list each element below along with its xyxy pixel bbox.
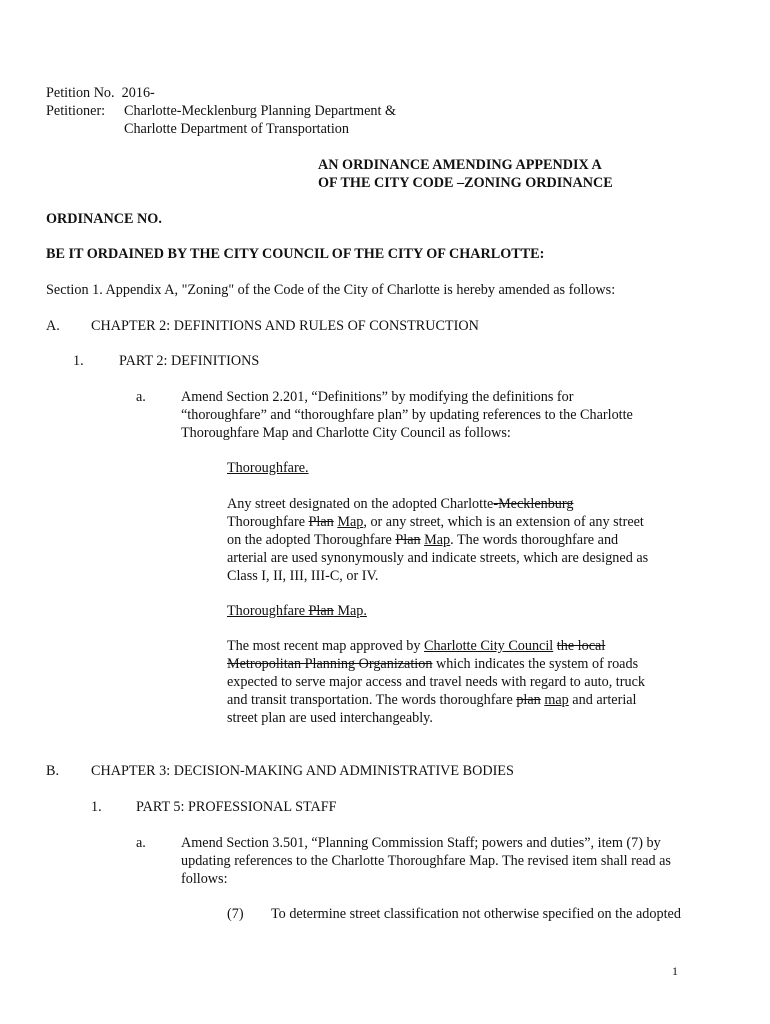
definition-map-text: The most recent map approved by Charlotte City Council the local Metropolitan Planning Organization which indicates the system of roads expected to serve major access and travel needs with regard to auto, truck and transit transportation. The words thoroughfare plan map and arterial street plan are used interchangeably. (227, 638, 645, 726)
petitioner-line2: Charlotte Department of Transportation (124, 121, 349, 137)
struck-text: plan (516, 692, 541, 708)
struck-text: Plan (395, 532, 421, 548)
ordained-clause: BE IT ORDAINED BY THE CITY COUNCIL OF THE CITY OF CHARLOTTE: (46, 246, 545, 262)
item-7-text: To determine street classification not otherwise specified on the adopted (271, 906, 681, 922)
part-a1-title: PART 2: DEFINITIONS (119, 353, 260, 369)
chapter-a-title: CHAPTER 2: DEFINITIONS AND RULES OF CONSTRUCTION (91, 318, 479, 334)
chapter-b-marker: B. (46, 763, 60, 779)
definition-map-heading: Thoroughfare Plan Map. (227, 603, 367, 619)
part-b1-marker: 1. (91, 799, 102, 815)
item-b1a-marker: a. (136, 835, 146, 851)
item-b1a-text: Amend Section 3.501, “Planning Commission Staff; powers and duties”, item (7) by updating references to the Charlotte Thoroughfare Map. The revised item shall read as follows: (181, 835, 671, 887)
chapter-b-title: CHAPTER 3: DECISION-MAKING AND ADMINISTRATIVE BODIES (91, 763, 514, 779)
petitioner-line1: Charlotte-Mecklenburg Planning Department & (124, 103, 396, 119)
ordinance-title-line2: OF THE CITY CODE –ZONING ORDINANCE (318, 175, 613, 191)
petition-number: Petition No. 2016- (46, 85, 155, 101)
inserted-text: map (544, 692, 569, 708)
item-a1a-text: Amend Section 2.201, “Definitions” by modifying the definitions for “thoroughfare” and “thoroughfare plan” by updating references to the Charlotte Thoroughfare Map and Charlotte City Council as follows: (181, 389, 633, 441)
part-a1-marker: 1. (73, 353, 84, 369)
struck-text: Plan (308, 603, 334, 619)
definition-thoroughfare-text: Any street designated on the adopted Charlotte-Mecklenburg Thoroughfare Plan Map, or any street, which is an extension of any street on the adopted Thoroughfare Plan Map. The words thoroughfare and arterial are used synonymously and indicate streets, which are designed as Class I, II, III, III-C, or IV. (227, 496, 649, 584)
page-number: 1 (672, 964, 678, 978)
struck-text: the local (556, 638, 606, 654)
inserted-text: Charlotte City Council (423, 638, 554, 654)
petitioner-label: Petitioner: (46, 103, 106, 119)
struck-text: -Mecklenburg (493, 496, 574, 512)
struck-text: Plan (308, 514, 334, 530)
definition-thoroughfare-heading: Thoroughfare. (227, 460, 309, 476)
ordinance-number: ORDINANCE NO. (46, 211, 162, 227)
item-a1a-marker: a. (136, 389, 146, 405)
inserted-text: Map (337, 514, 364, 530)
ordinance-title-line1: AN ORDINANCE AMENDING APPENDIX A (318, 157, 602, 173)
item-7-marker: (7) (227, 906, 244, 922)
inserted-text: Map (424, 532, 451, 548)
struck-text: Metropolitan Planning Organization (227, 656, 433, 672)
section-1-text: Section 1. Appendix A, "Zoning" of the Code of the City of Charlotte is hereby amended as follows: (46, 282, 616, 298)
chapter-a-marker: A. (46, 318, 60, 334)
part-b1-title: PART 5: PROFESSIONAL STAFF (136, 799, 337, 815)
